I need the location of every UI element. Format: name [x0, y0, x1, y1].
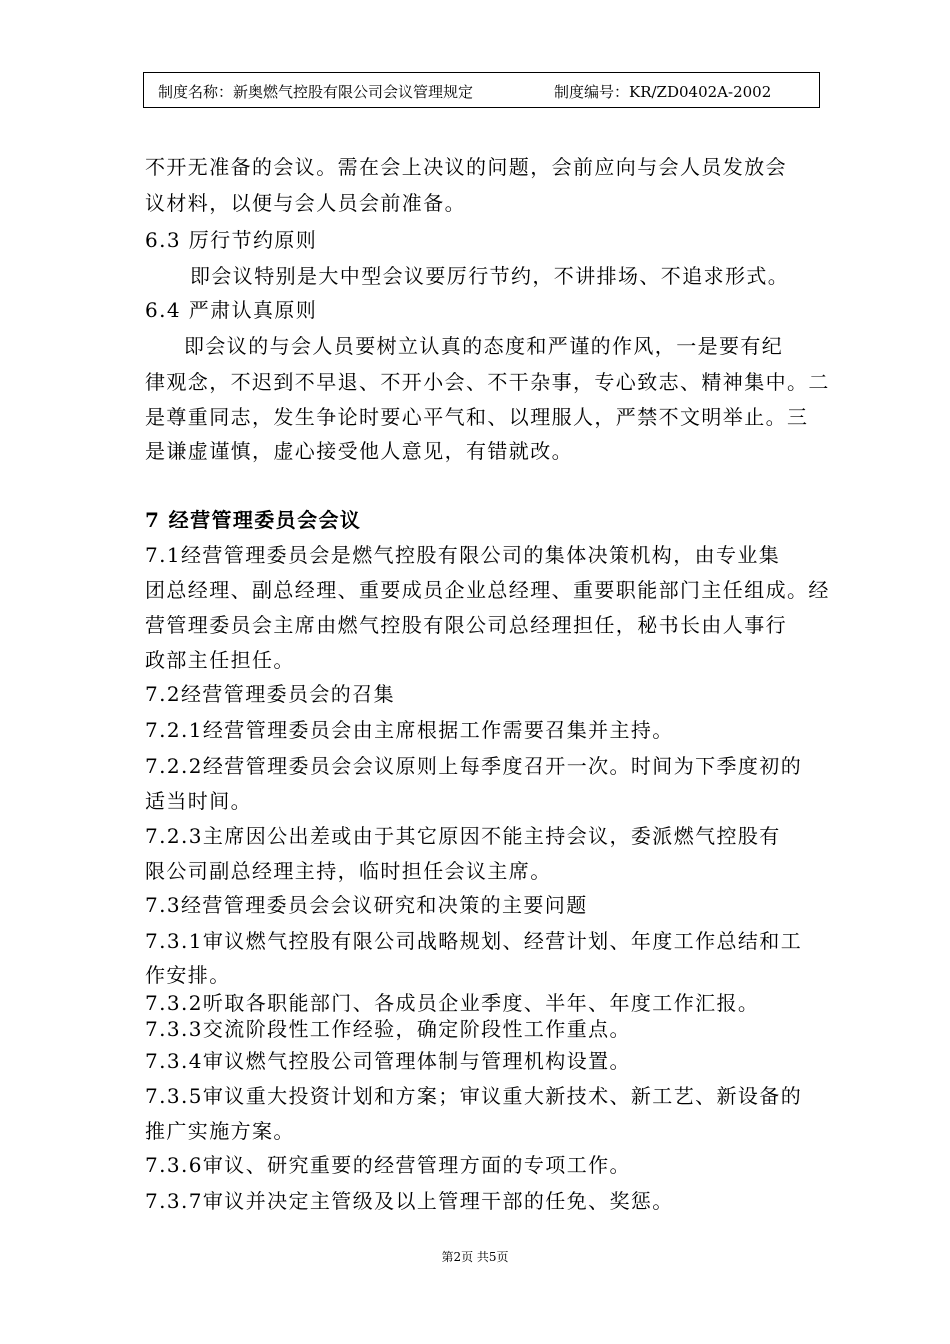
section-heading-7: 7 经营管理委员会会议 [145, 508, 362, 532]
text-line: 适当时间。 [145, 789, 252, 813]
text-line: 团总经理、副总经理、重要成员企业总经理、重要职能部门主任组成。经 [145, 578, 830, 602]
text-line: 7.2.1经营管理委员会由主席根据工作需要召集并主持。 [145, 718, 674, 742]
text-line: 即会议的与会人员要树立认真的态度和严谨的作风，一是要有纪 [184, 334, 784, 358]
text-line: 7.2.3主席因公出差或由于其它原因不能主持会议，委派燃气控股有 [145, 824, 781, 848]
section-title-6-4: 6.4 严肃认真原则 [145, 298, 318, 322]
text-line: 7.3.4审议燃气控股公司管理体制与管理机构设置。 [145, 1049, 631, 1073]
header-box [143, 72, 820, 108]
section-title-7-2: 7.2经营管理委员会的召集 [145, 682, 396, 706]
text-line: 7.2.2经营管理委员会会议原则上每季度召开一次。时间为下季度初的 [145, 754, 803, 778]
section-title-7-3: 7.3经营管理委员会会议研究和决策的主要问题 [145, 893, 588, 917]
text-line: 7.3.2听取各职能部门、各成员企业季度、半年、年度工作汇报。 [145, 991, 760, 1015]
text-line: 7.1经营管理委员会是燃气控股有限公司的集体决策机构，由专业集 [145, 543, 781, 567]
document-name: 制度名称：新奥燃气控股有限公司会议管理规定 [158, 83, 474, 101]
text-line: 7.3.6审议、研究重要的经营管理方面的专项工作。 [145, 1153, 631, 1177]
text-line: 7.3.1审议燃气控股有限公司战略规划、经营计划、年度工作总结和工 [145, 929, 803, 953]
text-line: 作安排。 [145, 963, 231, 987]
text-line: 推广实施方案。 [145, 1119, 295, 1143]
document-code: 制度编号：KR/ZD0402A-2002 [554, 83, 772, 101]
text-line: 政部主任担任。 [145, 648, 295, 672]
text-line: 营管理委员会主席由燃气控股有限公司总经理担任，秘书长由人事行 [145, 613, 787, 637]
text-line: 不开无准备的会议。需在会上决议的问题，会前应向与会人员发放会 [145, 155, 787, 179]
text-line: 7.3.5审议重大投资计划和方案；审议重大新技术、新工艺、新设备的 [145, 1084, 803, 1108]
section-title-6-3: 6.3 厉行节约原则 [145, 228, 318, 252]
text-line: 议材料，以便与会人员会前准备。 [145, 191, 466, 215]
text-line: 7.3.7审议并决定主管级及以上管理干部的任免、奖惩。 [145, 1189, 674, 1213]
text-line: 7.3.3交流阶段性工作经验，确定阶段性工作重点。 [145, 1017, 631, 1041]
text-line: 限公司副总经理主持，临时担任会议主席。 [145, 859, 552, 883]
text-line: 律观念，不迟到不早退、不开小会、不干杂事，专心致志、精神集中。二 [145, 370, 830, 394]
text-line: 是尊重同志，发生争论时要心平气和、以理服人，严禁不文明举止。三 [145, 405, 809, 429]
text-line: 即会议特别是大中型会议要厉行节约，不讲排场、不追求形式。 [190, 264, 790, 288]
page-number: 第2页 共5页 [441, 1250, 509, 1264]
text-line: 是谦虚谨慎，虚心接受他人意见，有错就改。 [145, 439, 573, 463]
